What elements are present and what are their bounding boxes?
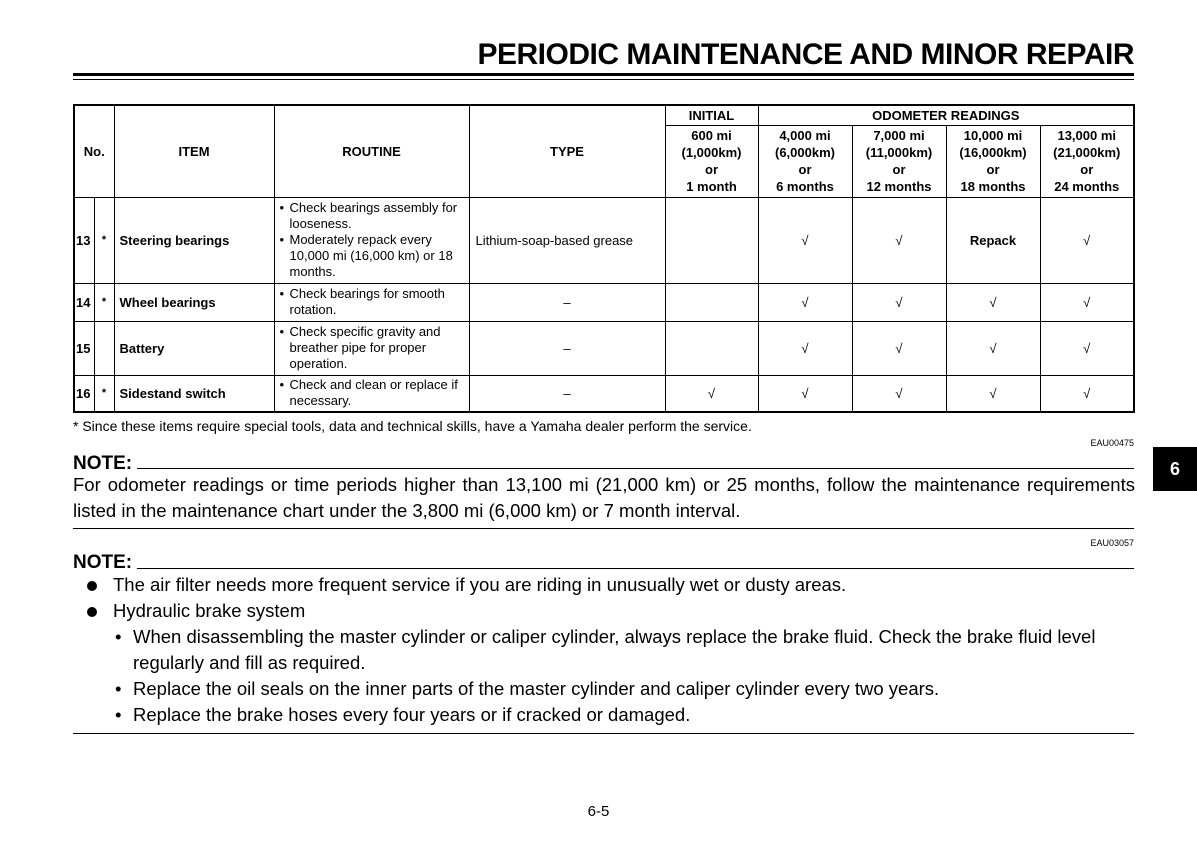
note2-label: NOTE: [73, 552, 133, 573]
header-type: TYPE [469, 105, 665, 197]
title-rule-thick [73, 73, 1134, 76]
header-item: ITEM [114, 105, 274, 197]
header-initial: INITIAL [665, 105, 758, 125]
maintenance-table [73, 104, 1135, 413]
note2-bottom-rule [73, 733, 1134, 734]
sub-list-item: • Replace the oil seals on the inner parts of the master cylinder and caliper cylinder every two years. [73, 676, 1135, 702]
note2-code: EAU03057 [1090, 538, 1134, 548]
bullet-icon: • [115, 678, 122, 699]
header-no: No. [74, 105, 114, 197]
interval-header: 10,000 mi (16,000km) or 18 months [946, 125, 1040, 197]
interval-header: 7,000 mi (11,000km) or 12 months [852, 125, 946, 197]
bullet-icon: • [115, 704, 122, 725]
table-row: 14 * Wheel bearings • Check bearings for smooth rotation. – √ √ √ √ [74, 283, 1134, 321]
page-title: PERIODIC MAINTENANCE AND MINOR REPAIR [477, 38, 1134, 71]
note2-list [73, 572, 1135, 728]
note1-bottom-rule [73, 528, 1134, 529]
list-item: The air filter needs more frequent service if you are riding in unusually wet or dusty areas. [73, 572, 1135, 598]
interval-header: 4,000 mi (6,000km) or 6 months [758, 125, 852, 197]
table-row: 15 Battery • Check specific gravity and breather pipe for proper operation. – √ √ √ √ [74, 321, 1134, 375]
interval-header: 13,000 mi (21,000km) or 24 months [1040, 125, 1134, 197]
table-row: 16 * Sidestand switch • Check and clean or replace if necessary. – √ √ √ √ √ [74, 375, 1134, 412]
chapter-tab: 6 [1153, 447, 1197, 491]
bullet-icon: • [115, 626, 122, 647]
bullet-icon [87, 581, 97, 591]
header-routine: ROUTINE [274, 105, 469, 197]
note2-rule [137, 568, 1134, 569]
table-row: 13 * Steering bearings • Check bearings assembly for looseness. • Moderately repack every 10,000 mi (16,000 km) or 18 months. Lithium-soap-based grease √ √ Repack √ [74, 197, 1134, 283]
note1-text: For odometer readings or time periods higher than 13,100 mi (21,000 km) or 25 months, follow the maintenance requirements listed in the maintenance chart under the 3,800 mi (6,000 km) or 7 month interval. [73, 474, 1135, 521]
title-rule-thin [73, 79, 1134, 80]
footnote: * Since these items require special tools, data and technical skills, have a Yamaha dealer perform the service. [73, 418, 752, 434]
header-odometer: ODOMETER READINGS [758, 105, 1134, 125]
sub-list-item: • Replace the brake hoses every four years or if cracked or damaged. [73, 702, 1135, 728]
list-item: Hydraulic brake system [73, 598, 1135, 624]
note1-code: EAU00475 [1090, 438, 1134, 448]
bullet-icon [87, 607, 97, 617]
note1-rule [137, 468, 1134, 469]
sub-list-item: • When disassembling the master cylinder or caliper cylinder, always replace the brake fluid. Check the brake fluid level regularly and fill as required. [115, 626, 1096, 673]
interval-header: 600 mi (1,000km) or 1 month [665, 125, 758, 197]
note1-label: NOTE: [73, 453, 133, 474]
page-number: 6-5 [587, 803, 610, 820]
